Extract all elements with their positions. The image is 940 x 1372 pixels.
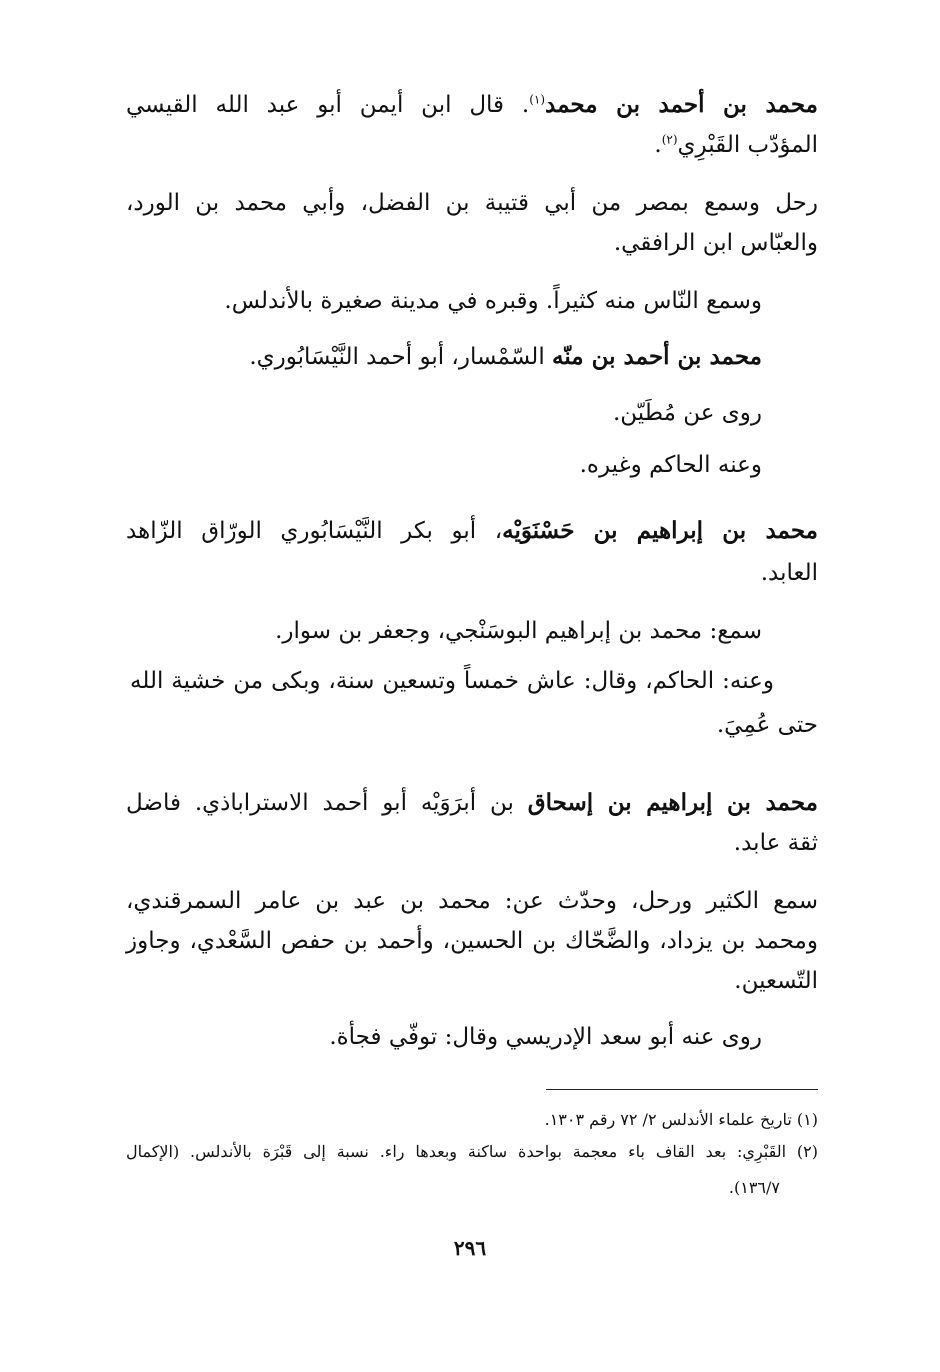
entry-4-line-1 (126, 786, 818, 820)
entry-4-line-6: روى عنه أبو سعد الإدريسي وقال: توفّي فجأة. (329, 1024, 762, 1050)
entry-4-text: بن أبرَوَيْه أبو أحمد الاستراباذي. فاضل (126, 790, 528, 816)
entry-4-line-2: ثقة عابد. (733, 830, 818, 856)
entry-2-line-1 (249, 340, 762, 374)
entry-1-para-2-line-1: رحل وسمع بمصر من أبي قتيبة بن الفضل، وأبي محمد بن الورد، (126, 190, 818, 216)
entry-3-line-3: سمع: محمد بن إبراهيم البوسَنْجي، وجعفر بن سوار. (275, 618, 762, 644)
entry-3-line-1 (126, 514, 818, 548)
entry-3-line-5: حتى عُمِيَ. (716, 712, 818, 738)
entry-4-line-3: سمع الكثير ورحل، وحدّث عن: محمد بن عبد بن عامر السمرقندي، (126, 888, 818, 914)
entry-4-heading: محمد بن إبراهيم بن إسحاق (527, 789, 819, 816)
footnote-separator (546, 1089, 818, 1090)
entry-3-line-4: وعنه: الحاكم، وقال: عاش خمساً وتسعين سنة، وبكى من خشية الله (130, 668, 774, 694)
entry-4-line-5: التّسعين. (734, 968, 818, 994)
entry-1-heading: محمد بن أحمد بن محمد (545, 91, 819, 118)
footnote-ref-1: (١) (529, 92, 546, 107)
footnote-2-cont: ١٣٦/٧). (728, 1178, 780, 1197)
footnote-2: (٢) القَبْرِي: بعد القاف باء معجمة بواحدة ساكنة وبعدها راء. نسبة إلى قَبْرَة بالأندلس. (الإكمال (126, 1142, 818, 1161)
entry-3-text: ، أبو بكر النَّيْسَابُوري الورّاق الزّاهد (126, 518, 503, 544)
entry-1-text-cont: المؤدّب القَبْرِي (677, 132, 818, 158)
entry-3-line-2: العابد. (760, 560, 818, 586)
entry-1-period: . (654, 132, 662, 158)
entry-2-line-2: روى عن مُطَيّن. (612, 400, 762, 426)
entry-1-line-2 (654, 128, 818, 162)
page-number: ٢٩٦ (453, 1236, 487, 1260)
entry-2-line-3: وعنه الحاكم وغيره. (579, 452, 762, 478)
footnote-ref-2: (٢) (661, 132, 678, 147)
footnote-1: (١) تاريخ علماء الأندلس ٢/ ٧٢ رقم ١٣٠٣. (544, 1110, 818, 1129)
entry-2-text: السّمْسار، أبو أحمد النَّيْسَابُوري. (249, 344, 553, 370)
entry-1-text: . قال ابن أيمن أبو عبد الله القيسي (126, 92, 530, 118)
entry-2-heading: محمد بن أحمد بن منّه (552, 343, 762, 370)
entry-4-line-4: ومحمد بن يزداد، والضَّحّاك بن الحسين، وأحمد بن حفص السَّعْدي، وجاوز (126, 928, 818, 954)
entry-1-para-2-line-2: والعبّاس ابن الرافقي. (613, 230, 818, 256)
entry-3-heading: محمد بن إبراهيم بن حَسْنَوَيْه (502, 517, 818, 544)
entry-1-line-1 (126, 88, 818, 122)
entry-1-para-3: وسمع النّاس منه كثيراً. وقبره في مدينة صغيرة بالأندلس. (224, 288, 762, 314)
